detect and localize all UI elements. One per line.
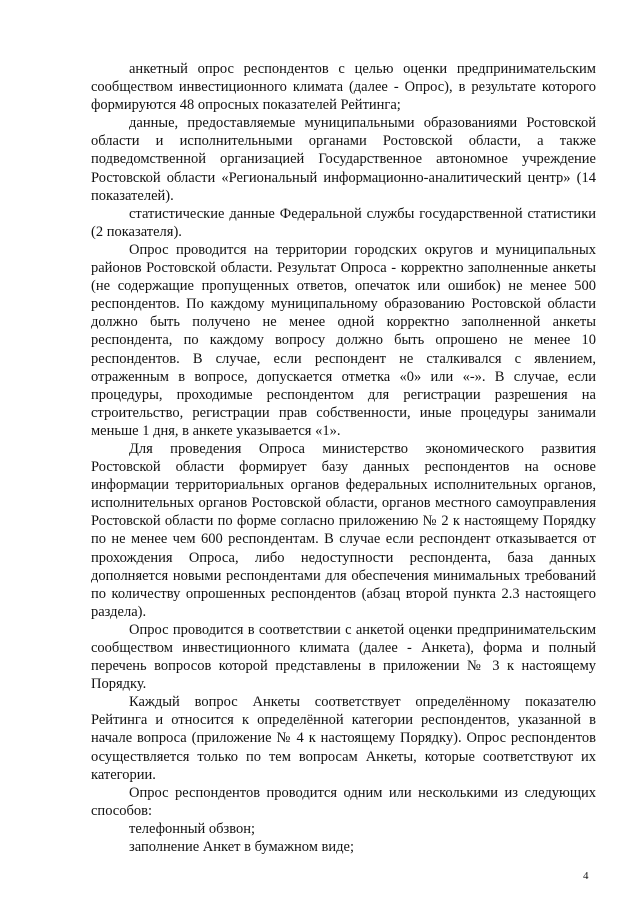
paragraph: анкетный опрос респондентов с целью оценки предпринимательским сообществом инвестиционного климата (далее - Опрос), в результате которого формируются 48 опросных показателей Рейтинга; (91, 61, 596, 114)
paragraph: Опрос респондентов проводится одним или несколькими из следующих способов: (91, 784, 596, 819)
paragraph: Для проведения Опроса министерство экономического развития Ростовской области формирует базу данных респондентов на основе информации территориальных органов федеральных исполнительных органов, исполнительных органов Ростовской области, органов местного самоуправления Ростовской области по форме согласно приложению № 2 к настоящему Порядку по не менее чем 600 респондентам. В случае если респондент отказывается от прохождения Опроса, либо недоступности респондента, база данных дополняется новыми респондентами для обеспечения минимальных требований по количеству опрошенных респондентов (абзац второй пункта 2.3 настоящего раздела). (91, 440, 596, 620)
paragraph: Опрос проводится в соответствии с анкетой оценки предпринимательским сообществом инвестиционного климата (далее - Анкета), форма и полный перечень вопросов которой представлены в приложении № 3 к настоящему Порядку. (91, 621, 596, 693)
document-body (91, 60, 596, 856)
paragraph: статистические данные Федеральной службы государственной статистики (2 показателя). (91, 205, 596, 240)
paragraph: Опрос проводится на территории городских округов и муниципальных районов Ростовской области. Результат Опроса - корректно заполненные анкеты (не содержащие пропущенных ответов, опечаток или ошибок) не менее 500 респондентов. По каждому муниципальному образованию Ростовской области должно быть получено не менее одной корректно заполненной анкеты респондента, по каждому вопросу должно быть опрошено не менее 10 респондентов. В случае, если респондент не сталкивался с явлением, отраженным в вопросе, допускается отметка «0» или «-». В случае, если процедуры, проходимые респондентом для регистрации разрешения на строительство, регистрации прав собственности, иные процедуры занимали меньше 1 дня, в анкете указывается «1». (91, 241, 596, 439)
list-item: телефонный обзвон; (129, 820, 256, 837)
page-number: 4 (583, 870, 589, 882)
list-item: заполнение Анкет в бумажном виде; (129, 839, 354, 856)
paragraph: данные, предоставляемые муниципальными образованиями Ростовской области и исполнительными органами Ростовской области, а также подведомственной организацией Государственное автономное учреждение Ростовской области «Региональный информационно-аналитический центр» (14 показателей). (91, 115, 596, 204)
paragraph: Каждый вопрос Анкеты соответствует определённому показателю Рейтинга и относится к определённой категории респондентов, указанной в начале вопроса (приложение № 4 к настоящему Порядку). Опрос респондентов осуществляется только по тем вопросам Анкеты, которые соответствуют их категории. (91, 694, 596, 783)
